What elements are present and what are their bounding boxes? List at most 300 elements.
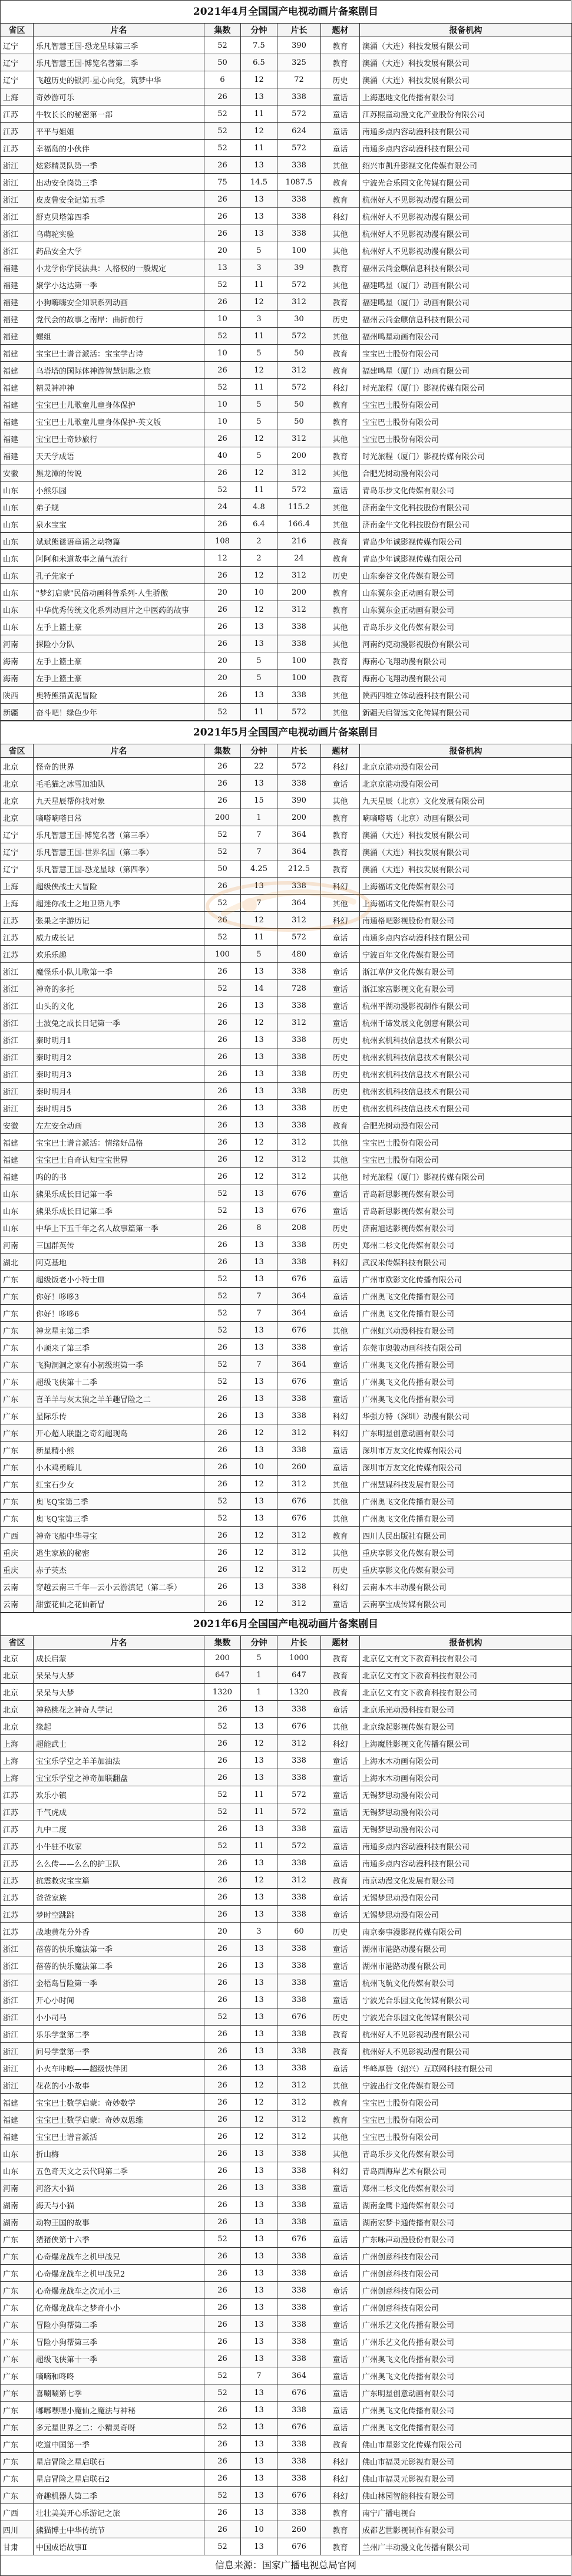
cell-genre: 教育 [321,362,360,379]
cell-episodes: 26 [204,1424,241,1442]
cell-title: 乐凡智慧王国-恐龙星球（第四季） [34,860,204,878]
cell-province: 广东 [1,1271,34,1288]
table-row [1,1650,572,1667]
cell-minutes: 1 [241,1684,277,1701]
cell-episodes: 200 [204,1650,241,1667]
cell-episodes: 26 [204,157,241,174]
table-row [1,311,572,328]
cell-organization: 青岛西海岸艺术有限公司 [360,2162,572,2179]
cell-minutes: 1 [241,809,277,826]
cell-length: 50 [277,396,321,413]
cell-length: 364 [277,1305,321,1322]
cell-length: 39 [277,259,321,276]
cell-title: 奥特熊猫黄泥冒险 [34,687,204,704]
section-title: 2021年5月全国国产电视动画片备案剧目 [0,721,571,744]
cell-length: 647 [277,1667,321,1684]
cell-organization: 云南本木丰动漫有限公司 [360,1578,572,1595]
cell-organization: 佛山市福灵元影视有限公司 [360,2470,572,2487]
cell-length: 312 [277,567,321,584]
table-row [1,1236,572,1254]
cell-episodes: 52 [204,2384,241,2402]
table-row [1,208,572,225]
cell-minutes: 11 [241,704,277,721]
cell-title: 小火车咔嚓——超级快伴团 [34,2060,204,2077]
cell-title: 喜唰唰第七季 [34,2384,204,2402]
cell-episodes: 26 [204,1100,241,1117]
cell-genre: 教育 [321,413,360,430]
cell-province: 广东 [1,1288,34,1305]
table-row [1,1151,572,1168]
cell-organization: 杭州玄机科技信息技术有限公司 [360,1048,572,1066]
cell-length: 338 [277,1769,321,1786]
table-row [1,895,572,912]
cell-province: 广东 [1,2419,34,2436]
cell-minutes: 5 [241,345,277,362]
cell-province: 广东 [1,1322,34,1339]
cell-episodes: 26 [204,516,241,533]
cell-province: 广东 [1,2299,34,2316]
cell-genre: 童话 [321,775,360,792]
cell-minutes: 11 [241,105,277,123]
cell-minutes: 13 [241,2333,277,2350]
cell-organization: 上海福诺文化传媒有限公司 [360,895,572,912]
cell-title: 秦时明月5 [34,1100,204,1117]
table-row [1,2111,572,2128]
cell-province: 福建 [1,413,34,430]
cell-minutes: 13 [241,2265,277,2282]
table-row [1,2504,572,2521]
cell-episodes: 26 [204,1151,241,1168]
cell-province: 广东 [1,2265,34,2282]
cell-title: 中国成语故事Ⅱ [34,2538,204,2555]
cell-genre: 教育 [321,809,360,826]
cell-length: 260 [277,2521,321,2538]
cell-title: 乐乐学堂第二季 [34,2026,204,2043]
cell-episodes: 26 [204,1561,241,1578]
cell-length: 312 [277,293,321,311]
cell-title: 阿克基地 [34,1254,204,1271]
column-header: 片长 [277,1636,321,1650]
table-row [1,1752,572,1769]
cell-title: 飞狗洞洞之家有小初级班第一季 [34,1356,204,1373]
cell-province: 浙江 [1,1014,34,1031]
cell-episodes: 26 [204,635,241,652]
table-row [1,447,572,464]
table-row [1,2196,572,2214]
table-row [1,2008,572,2026]
cell-length: 338 [277,2265,321,2282]
cell-organization: 宝宝巴士股份有限公司 [360,396,572,413]
cell-organization: 广州奥飞文化传播有限公司 [360,1493,572,1510]
cell-episodes: 24 [204,499,241,516]
table-row [1,2060,572,2077]
cell-organization: 无锡梦思动漫有限公司 [360,1889,572,1906]
cell-province: 浙江 [1,1100,34,1117]
cell-province: 广东 [1,1390,34,1407]
cell-length: 312 [277,1151,321,1168]
table-row [1,1254,572,1271]
cell-minutes: 13 [241,2008,277,2026]
cell-province: 江苏 [1,105,34,123]
cell-organization: 河南约克动漫影视股份有限公司 [360,635,572,652]
cell-minutes: 13 [241,1271,277,1288]
cell-minutes: 13 [241,2316,277,2333]
table-row [1,567,572,584]
table-row [1,2265,572,2282]
cell-genre: 其他 [321,1476,360,1493]
cell-organization: 南通多点内容动漫科技有限公司 [360,1838,572,1855]
cell-organization: 南通多点内容动漫科技有限公司 [360,123,572,140]
cell-province: 福建 [1,2094,34,2111]
cell-organization: 新疆天启智远文化传媒有限公司 [360,704,572,721]
cell-province: 广东 [1,2231,34,2248]
cell-episodes: 26 [204,1117,241,1134]
cell-organization: 宁波出行文化传媒有限公司 [360,2077,572,2094]
cell-length: 200 [277,809,321,826]
cell-length: 338 [277,1940,321,1957]
cell-province: 四川 [1,2521,34,2538]
cell-genre: 童话 [321,1288,360,1305]
cell-minutes: 11 [241,929,277,946]
cell-title: 心奇爆龙战车之机甲战兄 [34,2248,204,2265]
cell-organization: 宝宝巴士股份有限公司 [360,413,572,430]
cell-episodes: 52 [204,2487,241,2504]
cell-genre: 教育 [321,447,360,464]
cell-province: 福建 [1,276,34,293]
cell-province: 江苏 [1,123,34,140]
cell-episodes: 26 [204,1752,241,1769]
cell-title: 斌斌熊谜语童谣之动物篇 [34,533,204,550]
cell-genre: 童话 [321,1803,360,1820]
cell-province: 福建 [1,328,34,345]
cell-length: 676 [277,1718,321,1735]
cell-organization: 广州奥飞文化传播有限公司 [360,2367,572,2384]
cell-genre: 童话 [321,2316,360,2333]
cell-genre: 童话 [321,2060,360,2077]
column-header: 集数 [204,24,241,37]
cell-genre: 科幻 [321,878,360,895]
column-header: 省区 [1,744,34,758]
cell-minutes: 5 [241,396,277,413]
cell-title: 动物王国的故事 [34,2214,204,2231]
cell-length: 676 [277,2419,321,2436]
cell-minutes: 13 [241,1752,277,1769]
cell-length: 312 [277,1014,321,1031]
cell-title: 秦时明月3 [34,1066,204,1083]
cell-title: 小小司马 [34,2008,204,2026]
cell-length: 338 [277,2179,321,2196]
cell-title: 药品安全大学 [34,242,204,259]
column-header: 分钟 [241,24,277,37]
cell-organization: 浙江家富影视文化有限公司 [360,980,572,997]
cell-title: 多元星世界之二：小精灵奇呀 [34,2419,204,2436]
cell-title: 秦时明月1 [34,1031,204,1048]
cell-organization: 青岛乐步文化传媒有限公司 [360,2145,572,2162]
cell-episodes: 26 [204,2060,241,2077]
cell-province: 广西 [1,2504,34,2521]
cell-length: 676 [277,2487,321,2504]
cell-province: 甘肃 [1,2538,34,2555]
cell-organization: 北京乐光动漫科技有限公司 [360,1701,572,1718]
cell-organization: 时光旅程（厦门）影视传媒有限公司 [360,1168,572,1185]
cell-minutes: 13 [241,2538,277,2555]
cell-title: 星际乐传 [34,1407,204,1424]
cell-genre: 童话 [321,1838,360,1855]
cell-episodes: 1320 [204,1684,241,1701]
cell-length: 338 [277,1407,321,1424]
table-row [1,1100,572,1117]
cell-episodes: 26 [204,912,241,929]
cell-genre: 童话 [321,2196,360,2214]
table-row [1,140,572,157]
cell-title: 蓓蓓的快乐魔法第一季 [34,1940,204,1957]
cell-province: 广东 [1,2453,34,2470]
cell-length: 312 [277,1527,321,1544]
table-row [1,946,572,963]
cell-title: 超级饭老小小特士Ⅲ [34,1271,204,1288]
cell-province: 海南 [1,652,34,669]
cell-province: 山东 [1,550,34,567]
cell-province: 辽宁 [1,860,34,878]
table-row [1,1855,572,1872]
cell-genre: 童话 [321,1701,360,1718]
cell-length: 364 [277,2367,321,2384]
cell-genre: 其他 [321,1134,360,1151]
cell-episodes: 26 [204,1014,241,1031]
cell-organization: 山东翼东金正动画有限公司 [360,584,572,601]
cell-province: 北京 [1,758,34,775]
cell-province: 广东 [1,2402,34,2419]
table-row [1,1510,572,1527]
cell-title: 九中二度 [34,1820,204,1838]
cell-genre: 童话 [321,1752,360,1769]
cell-length: 338 [277,1442,321,1459]
cell-episodes: 75 [204,174,241,191]
cell-episodes: 10 [204,311,241,328]
cell-title: 左手上篮土豪 [34,669,204,687]
cell-minutes: 13 [241,2402,277,2419]
cell-minutes: 12 [241,1595,277,1612]
cell-organization: 上海水木动画有限公司 [360,1752,572,1769]
table-row [1,1219,572,1236]
table-row [1,1202,572,1219]
cell-minutes: 4.25 [241,860,277,878]
cell-minutes: 10 [241,1459,277,1476]
column-header: 省区 [1,1636,34,1650]
cell-episodes: 52 [204,1185,241,1202]
cell-organization: 北京亿文有文下教育科技有限公司 [360,1667,572,1684]
cell-episodes: 26 [204,2299,241,2316]
cell-organization: 济南旭达影视传媒有限公司 [360,1219,572,1236]
cell-title: 威力成长记 [34,929,204,946]
cell-organization: 上海惠地文化传播有限公司 [360,88,572,105]
cell-length: 480 [277,946,321,963]
cell-genre: 其他 [321,704,360,721]
cell-province: 辽宁 [1,54,34,71]
cell-organization: 广州慧媒科技发展有限公司 [360,1476,572,1493]
cell-title: 奥飞Q宝第三季 [34,1510,204,1527]
cell-title: 小龙学你学民法典：人格权的一般规定 [34,259,204,276]
cell-genre: 童话 [321,1442,360,1459]
table-row [1,687,572,704]
cell-title: 怪奇的世界 [34,758,204,775]
cell-episodes: 647 [204,1667,241,1684]
cell-title: 河洛大小猫 [34,2179,204,2196]
cell-minutes: 13 [241,2470,277,2487]
cell-province: 浙江 [1,225,34,242]
table-row [1,1974,572,1991]
cell-title: 欢乐小镇 [34,1786,204,1803]
cell-length: 50 [277,345,321,362]
cell-province: 浙江 [1,963,34,980]
cell-genre: 其他 [321,499,360,516]
cell-title: 心奇爆龙战车之机甲战兄2 [34,2265,204,2282]
cell-province: 广东 [1,1305,34,1322]
cell-title: 星启冒险之星启联石 [34,2453,204,2470]
cell-province: 江苏 [1,1803,34,1820]
cell-organization: 陕西四维立体动漫科技有限公司 [360,687,572,704]
cell-genre: 教育 [321,1667,360,1684]
table-row [1,2487,572,2504]
column-header: 分钟 [241,1636,277,1650]
table-row [1,123,572,140]
table-row [1,1957,572,1974]
cell-episodes: 52 [204,123,241,140]
cell-province: 浙江 [1,1940,34,1957]
cell-title: 舒克贝塔第四季 [34,208,204,225]
cell-minutes: 13 [241,2196,277,2214]
cell-length: 338 [277,88,321,105]
cell-genre: 其他 [321,1493,360,1510]
cell-length: 338 [277,618,321,635]
cell-title: 你好！哆哆3 [34,1288,204,1305]
cell-episodes: 100 [204,946,241,963]
cell-genre: 教育 [321,2521,360,2538]
cell-title: 宝宝乐学堂之神奇加联翻盘 [34,1769,204,1786]
cell-genre: 教育 [321,860,360,878]
cell-title: 超级飞侠第十一季 [34,2350,204,2367]
cell-organization: 华强方特（深圳）动漫有限公司 [360,1407,572,1424]
cell-minutes: 13 [241,1957,277,1974]
cell-length: 364 [277,1356,321,1373]
cell-province: 广东 [1,2384,34,2402]
cell-genre: 教育 [321,174,360,191]
cell-organization: 青岛乐步文化传媒有限公司 [360,481,572,499]
cell-episodes: 20 [204,669,241,687]
cell-title: 平平与姐姐 [34,123,204,140]
cell-length: 338 [277,2453,321,2470]
cell-province: 上海 [1,1769,34,1786]
cell-province: 浙江 [1,1083,34,1100]
column-header: 分钟 [241,744,277,758]
cell-organization: 时光旅程（厦门）影视传媒有限公司 [360,447,572,464]
cell-episodes: 26 [204,2521,241,2538]
cell-title: 炫彩精灵队第一季 [34,157,204,174]
cell-organization: 北京京港动漫有限公司 [360,775,572,792]
cell-genre: 其他 [321,516,360,533]
cell-organization: 杭州好人不见影视动漫有限公司 [360,2043,572,2060]
cell-genre: 科幻 [321,758,360,775]
cell-episodes: 52 [204,1305,241,1322]
cell-episodes: 26 [204,88,241,105]
cell-episodes: 26 [204,464,241,481]
cell-length: 260 [277,1459,321,1476]
cell-title: 你好！哆哆6 [34,1305,204,1322]
cell-province: 江苏 [1,1872,34,1889]
cell-episodes: 26 [204,2350,241,2367]
cell-title: "梦幻启蒙"民俗动画科普系列-人生骄傲 [34,584,204,601]
cell-province: 北京 [1,792,34,809]
cell-province: 浙江 [1,2026,34,2043]
cell-province: 安徽 [1,1117,34,1134]
column-header: 报备机构 [360,744,572,758]
cell-title: 山头的文化 [34,997,204,1014]
cell-episodes: 26 [204,1991,241,2008]
cell-organization: 湖州市港路动漫有限公司 [360,1940,572,1957]
cell-length: 312 [277,2094,321,2111]
cell-title: 秦时明月4 [34,1083,204,1100]
cell-province: 江苏 [1,1855,34,1872]
cell-title: 小狗嗨嗨安全知识系列动画 [34,293,204,311]
table-row [1,1339,572,1356]
cell-episodes: 52 [204,1493,241,1510]
cell-length: 572 [277,704,321,721]
cell-episodes: 26 [204,1578,241,1595]
cell-organization: 济南金牛文化科技股份有限公司 [360,516,572,533]
cell-minutes: 13 [241,2419,277,2436]
cell-minutes: 13 [241,2214,277,2231]
cell-genre: 其他 [321,1168,360,1185]
cell-title: 冒险小狗帮第三季 [34,2333,204,2350]
cell-minutes: 13 [241,2179,277,2196]
cell-title: 蓓蓓的快乐魔法第二季 [34,1957,204,1974]
cell-episodes: 26 [204,2162,241,2179]
cell-organization: 杭州好人不见影视动漫有限公司 [360,191,572,208]
cell-genre: 童话 [321,997,360,1014]
cell-episodes: 52 [204,37,241,54]
cell-genre: 童话 [321,2248,360,2265]
cell-minutes: 13 [241,2231,277,2248]
table-row [1,2402,572,2419]
table-row [1,71,572,88]
table-row [1,2128,572,2145]
column-header: 片名 [34,744,204,758]
cell-genre: 科幻 [321,1254,360,1271]
cell-episodes: 26 [204,1459,241,1476]
cell-genre: 教育 [321,37,360,54]
cell-genre: 科幻 [321,1578,360,1595]
cell-episodes: 26 [204,208,241,225]
cell-organization: 广东明星创意动画有限公司 [360,2384,572,2402]
cell-province: 广东 [1,1442,34,1459]
table-row [1,912,572,929]
cell-genre: 科幻 [321,2453,360,2470]
cell-genre: 童话 [321,1202,360,1219]
cell-title: 探险小分队 [34,635,204,652]
cell-organization: 杭州飞航文化传媒有限公司 [360,1974,572,1991]
cell-episodes: 26 [204,1872,241,1889]
cell-genre: 童话 [321,1957,360,1974]
cell-minutes: 12 [241,1476,277,1493]
cell-title: 五色奇天文之云代码第二季 [34,2162,204,2179]
cell-province: 福建 [1,430,34,447]
cell-episodes: 26 [204,1820,241,1838]
cell-genre: 教育 [321,2504,360,2521]
cell-length: 312 [277,1872,321,1889]
cell-genre: 其他 [321,276,360,293]
cell-episodes: 52 [204,2367,241,2384]
table-row [1,929,572,946]
